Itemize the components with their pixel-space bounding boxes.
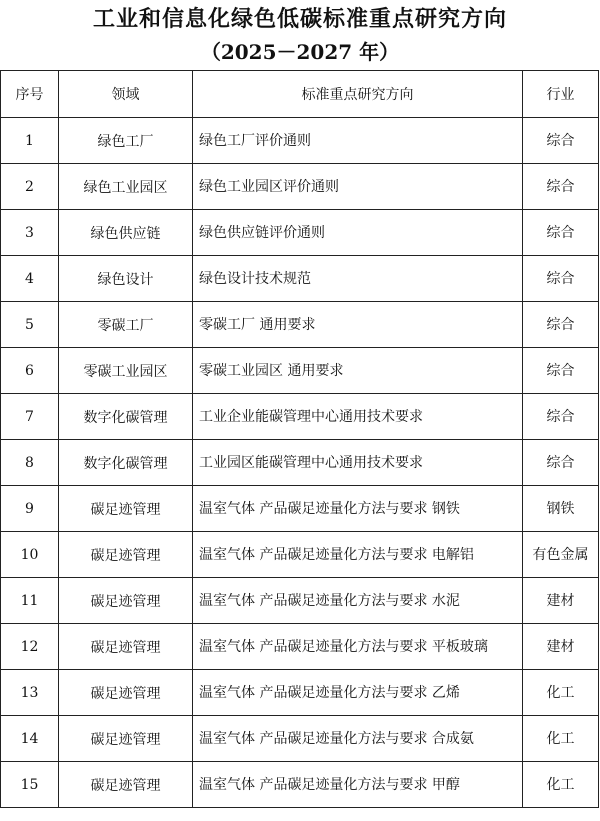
table-row [1,256,599,302]
header-industry: 行业 [523,71,599,118]
row-industry: 综合 [523,118,599,164]
row-direction: 温室气体 产品碳足迹量化方法与要求 合成氨 [193,716,523,762]
row-field: 零碳工厂 [59,302,193,348]
row-industry: 综合 [523,302,599,348]
row-industry: 建材 [523,578,599,624]
row-industry: 综合 [523,348,599,394]
row-direction: 工业园区能碳管理中心通用技术要求 [193,440,523,486]
row-index: 12 [1,624,59,670]
row-field: 绿色工业园区 [59,164,193,210]
row-direction: 绿色工厂评价通则 [193,118,523,164]
document-title: 工业和信息化绿色低碳标准重点研究方向 [92,6,507,32]
row-industry: 化工 [523,716,599,762]
row-index: 10 [1,532,59,578]
row-industry: 综合 [523,164,599,210]
row-direction: 温室气体 产品碳足迹量化方法与要求 甲醇 [193,762,523,808]
header-field: 领域 [59,71,193,118]
row-industry: 综合 [523,210,599,256]
table-row [1,118,599,164]
row-industry: 有色金属 [523,532,599,578]
row-direction: 绿色供应链评价通则 [193,210,523,256]
row-index: 8 [1,440,59,486]
row-field: 数字化碳管理 [59,440,193,486]
row-field: 绿色供应链 [59,210,193,256]
table-row [1,716,599,762]
table-row [1,302,599,348]
document-subtitle: （2025－2027 年） [200,40,400,64]
row-industry: 化工 [523,670,599,716]
row-field: 碳足迹管理 [59,532,193,578]
row-industry: 建材 [523,624,599,670]
row-field: 碳足迹管理 [59,670,193,716]
row-field: 碳足迹管理 [59,716,193,762]
row-index: 14 [1,716,59,762]
row-industry: 综合 [523,256,599,302]
row-field: 碳足迹管理 [59,762,193,808]
row-index: 13 [1,670,59,716]
row-field: 碳足迹管理 [59,624,193,670]
standards-table [0,70,599,808]
table-row [1,486,599,532]
table-row [1,394,599,440]
row-direction: 零碳工业园区 通用要求 [193,348,523,394]
table-row [1,670,599,716]
table-row [1,578,599,624]
row-index: 5 [1,302,59,348]
row-field: 碳足迹管理 [59,486,193,532]
header-index: 序号 [1,71,59,118]
row-direction: 温室气体 产品碳足迹量化方法与要求 乙烯 [193,670,523,716]
row-direction: 零碳工厂 通用要求 [193,302,523,348]
row-index: 1 [1,118,59,164]
table-row [1,762,599,808]
row-direction: 温室气体 产品碳足迹量化方法与要求 水泥 [193,578,523,624]
row-index: 11 [1,578,59,624]
row-index: 15 [1,762,59,808]
row-index: 4 [1,256,59,302]
row-industry: 钢铁 [523,486,599,532]
row-index: 9 [1,486,59,532]
table-row [1,210,599,256]
row-field: 数字化碳管理 [59,394,193,440]
row-field: 零碳工业园区 [59,348,193,394]
row-industry: 化工 [523,762,599,808]
table-row [1,624,599,670]
row-index: 2 [1,164,59,210]
row-industry: 综合 [523,440,599,486]
row-industry: 综合 [523,394,599,440]
row-direction: 工业企业能碳管理中心通用技术要求 [193,394,523,440]
table-row [1,164,599,210]
row-direction: 温室气体 产品碳足迹量化方法与要求 钢铁 [193,486,523,532]
table-row [1,532,599,578]
table-row [1,440,599,486]
header-direction: 标准重点研究方向 [193,71,523,118]
table-row [1,348,599,394]
table-header-row [1,71,599,118]
row-direction: 绿色工业园区评价通则 [193,164,523,210]
row-field: 碳足迹管理 [59,578,193,624]
row-field: 绿色设计 [59,256,193,302]
row-direction: 温室气体 产品碳足迹量化方法与要求 平板玻璃 [193,624,523,670]
row-index: 7 [1,394,59,440]
row-direction: 温室气体 产品碳足迹量化方法与要求 电解铝 [193,532,523,578]
row-index: 3 [1,210,59,256]
row-direction: 绿色设计技术规范 [193,256,523,302]
row-field: 绿色工厂 [59,118,193,164]
row-index: 6 [1,348,59,394]
